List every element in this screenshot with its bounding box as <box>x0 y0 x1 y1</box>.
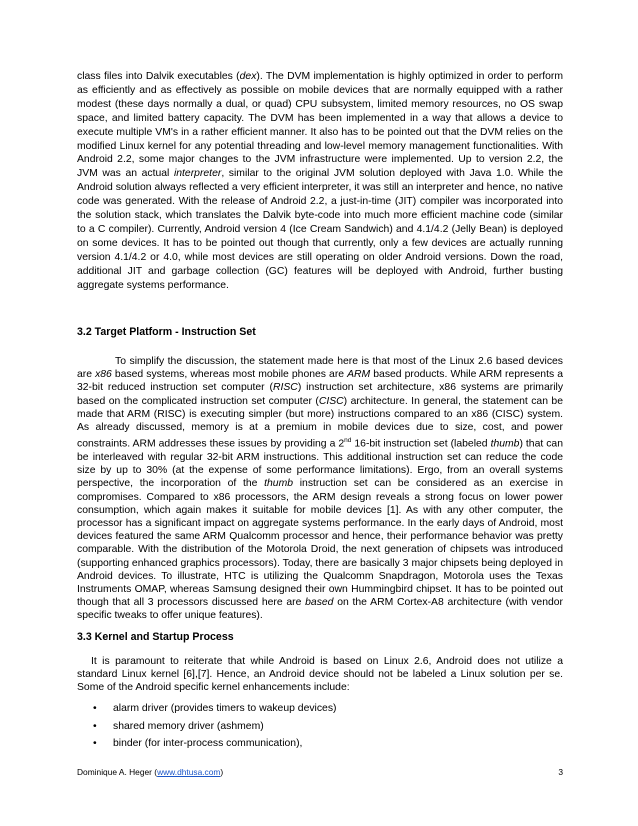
text-run: on the ARM Cortex-A8 architecture (with vendor specific tweaks to offer unique features). <box>77 597 563 622</box>
bullet-icon: • <box>93 738 97 750</box>
italic-term: based <box>305 597 334 609</box>
page-number: 3 <box>558 767 563 777</box>
footer-website-link[interactable]: www.dhtusa.com <box>157 767 221 777</box>
list-item <box>77 718 563 736</box>
text-run: ). The DVM implementation is highly optimized in order to perform as efficiently and as effectively as possible on mobile devices that are normally equipped with a rather modest (these days normally a dual, or quad) CPU subsystem, limited memory resources, no OS swap space, and limited battery capacity. The DVM has been implemented in a way that allows a device to execute multiple VM's in a rather efficient manner. It also has to be pointed out that the DVM relies on the modified Linux kernel for any potential threading and low-level memory management functionalities. With Android 2.2, some major changes to the JVM infrastructure were implemented. Up to version 2.2, the JVM was an actual <box>77 71 563 180</box>
bullet-icon: • <box>93 720 97 732</box>
footer-author: Dominique A. Heger ( <box>77 767 158 777</box>
list-item <box>77 700 563 718</box>
paragraph-kernel: It is paramount to reiterate that while Android is based on Linux 2.6, Android does not utilize a standard Linux kernel [6],[7]. Hence, an Android device should not be labeled a Linux solution per se. Some of the Android specific kernel enhancements include: <box>77 656 563 694</box>
paragraph-dvm <box>77 70 563 293</box>
italic-term: x86 <box>95 369 112 381</box>
text-run: To simplify the discussion, the statement made here is that most of the Linux 2.6 based devices are <box>77 356 563 381</box>
italic-term: CISC <box>318 395 344 407</box>
list-item-text: alarm driver (provides timers to wakeup devices) <box>113 703 337 714</box>
text-run: based systems, whereas most mobile phones are <box>111 369 348 381</box>
footer-text: ) <box>220 767 224 777</box>
list-item <box>77 735 563 753</box>
italic-term: ARM <box>347 369 371 381</box>
text-run: based products. While ARM represents a 32-bit reduced instruction set computer ( <box>77 369 563 394</box>
italic-term: dex <box>239 71 257 82</box>
text-run: , similar to the original JVM solution deployed with Java 1.0. While the Android solution always reflected a very efficient interpreter, it was still an interpreter and hence, no native code was generated. With the release of Android 2.2, a just-in-time (JIT) compiler was incorporated into the solution stack, which translates the Dalvik byte-code into much more efficient machine code (similar to a C compiler). Currently, Android version 4 (Ice Cream Sandwich) and 4.1/4.2 (Jelly Bean) is deployed on some devices. It has to be pointed out though that currently, only a few devices are actually running version 4.1/4.2 or 4.0, while most devices are still operating on older Android versions. Down the road, additional JIT and garbage collection (GC) features will be deployed with Android, further busting aggregate systems performance. <box>77 168 563 291</box>
text-run: ) architecture. In general, the statement can be made that ARM (RISC) is executing simpler (but more) instructions compared to an x86 (CISC) system. As already discussed, memory is at a premium in mobile devices due to size, cost, and power constraints. ARM addresses these issues by providing a 2 <box>77 395 563 450</box>
text-run: 16-bit instruction set (labeled <box>351 438 491 450</box>
italic-term: thumb <box>490 438 520 450</box>
text-run: ) instruction set architecture, x86 systems are primarily based on the complicated instruction set computer ( <box>77 382 564 407</box>
list-item-text: shared memory driver (ashmem) <box>113 720 264 732</box>
section-heading-3-2: 3.2 Target Platform - Instruction Set <box>77 326 256 338</box>
text-run: class files into Dalvik executables ( <box>77 71 240 82</box>
text-run: ) that can be interleaved with regular 32-bit ARM instructions. This additional instruction set can reduce the code size by up to 30% (at the expense of some performance limitations). Ergo, from an overall systems perspective, the incorporation of the <box>77 438 563 490</box>
kernel-enhancements-list <box>77 700 563 753</box>
list-item-text: binder (for inter-process communication), <box>113 738 303 750</box>
text-run: instruction set can be considered as an exercise in compromises. Compared to x86 processors, the ARM design reveals a strong focus on lower power consumption, which again makes it suitable for mobile devices [1]. As with any other computer, the processor has a significant impact on aggregate systems performance. In the early days of Android, most devices featured the same ARM Qualcomm processor and hence, their performance behavior was pretty comparable. With the distribution of the Motorola Droid, the next generation of chipsets was introduced (supporting enhanced graphics processors). Today, there are basically 3 major chipsets being deployed in Android devices. To illustrate, HTC is utilizing the Qualcomm Snapdragon, Motorola uses the Texas Instruments OMAP, whereas Samsung designed their own Hummingbird chipset. It has to be pointed out though that all 3 processors discussed here are <box>77 478 563 609</box>
italic-term: RISC <box>272 382 298 394</box>
italic-term: interpreter <box>173 168 222 180</box>
paragraph-instruction-set <box>77 355 563 623</box>
page-footer <box>77 767 563 777</box>
superscript: nd <box>344 437 352 445</box>
bullet-icon: • <box>93 703 97 714</box>
italic-term: thumb <box>264 478 294 490</box>
section-heading-3-3: 3.3 Kernel and Startup Process <box>77 631 234 643</box>
